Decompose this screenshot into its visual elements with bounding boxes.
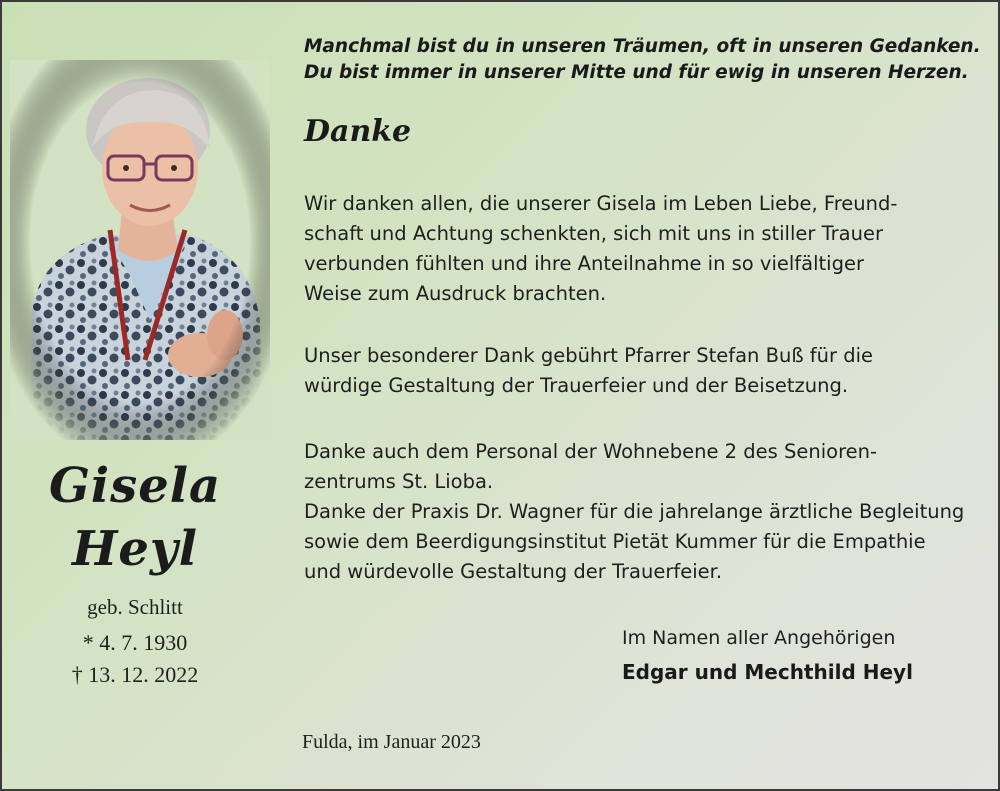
- thanks-paragraph-3: [304, 437, 964, 587]
- deceased-last-name: Heyl: [71, 521, 198, 577]
- maiden-name: geb. Schlitt: [87, 595, 183, 619]
- paragraph-line: verbunden fühlten und ihre Anteilnahme in so vielfältiger: [304, 252, 864, 275]
- paragraph-line: Unser besonderer Dank gebührt Pfarrer Stefan Buß für die: [304, 344, 874, 367]
- birth-date: * 4. 7. 1930: [82, 630, 188, 655]
- signature-names: Edgar und Mechthild Heyl: [622, 660, 913, 684]
- portrait-photo: [10, 60, 270, 440]
- signature-intro: Im Namen aller Angehörigen: [622, 627, 896, 649]
- paragraph-line: würdige Gestaltung der Trauerfeier und der Beisetzung.: [304, 374, 849, 397]
- paragraph-line: Danke auch dem Personal der Wohnebene 2 des Senioren-: [304, 440, 878, 463]
- death-date: † 13. 12. 2022: [71, 662, 199, 687]
- thanks-heading: Danke: [304, 114, 412, 149]
- quote-line: Du bist immer in unserer Mitte und für ewig in unseren Herzen.: [304, 62, 969, 83]
- deceased-first-name: Gisela: [48, 458, 222, 514]
- place-date: Fulda, im Januar 2023: [302, 731, 481, 753]
- memorial-quote: [304, 34, 984, 86]
- paragraph-line: schaft und Achtung schenkten, sich mit uns in stiller Trauer: [304, 222, 883, 245]
- paragraph-line: Weise zum Ausdruck brachten.: [304, 282, 607, 305]
- paragraph-line: Danke der Praxis Dr. Wagner für die jahrelange ärztliche Begleitung: [304, 500, 965, 523]
- paragraph-line: zentrums St. Lioba.: [304, 470, 494, 493]
- thanks-paragraph-1: [304, 189, 897, 309]
- paragraph-line: und würdevolle Gestaltung der Trauerfeier.: [304, 560, 723, 583]
- paragraph-line: Wir danken allen, die unserer Gisela im Leben Liebe, Freund-: [304, 192, 898, 215]
- quote-line: Manchmal bist du in unseren Träumen, oft in unseren Gedanken.: [304, 36, 981, 57]
- paragraph-line: sowie dem Beerdigungsinstitut Pietät Kummer für die Empathie: [304, 530, 926, 553]
- thanks-paragraph-2: [304, 341, 873, 401]
